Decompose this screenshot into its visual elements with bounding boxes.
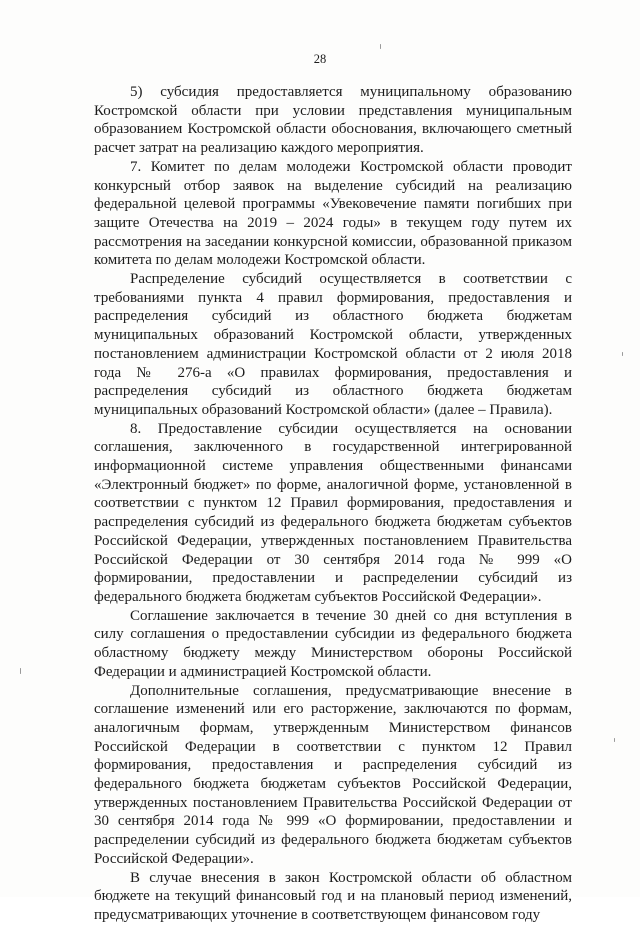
- scan-speck: [380, 44, 381, 49]
- page-number: 28: [313, 52, 327, 66]
- paragraph-distribution: Распределение субсидий осуществляется в соответствии с требованиями пункта 4 правил формирования, предоставления и распределения субсидий из областного бюджета бюджетам муниципальных образований Костромской области, утвержденных постановлением администрации Костромской области от 2 июля 2018 года № 276-а «О правилах формирования, предоставления и распределения субсидий из областного бюджета бюджетам муниципальных образований Костромской области» (далее – Правила).: [94, 271, 572, 418]
- paragraph-item-5: 5) субсидия предоставляется муниципальному образованию Костромской области при условии представления муниципальным образованием Костромской области обоснования, включающего сметный расчет затрат на реализацию каждого мероприятия.: [94, 84, 572, 157]
- scan-speck: [20, 668, 21, 674]
- document-body: [94, 83, 572, 925]
- scan-speck: [614, 738, 615, 742]
- paragraph-point-8: 8. Предоставление субсидии осуществляется на основании соглашения, заключенного в государственной интегрированной информационной системе управления общественными финансами «Электронный бюджет» по форме, аналогичной форме, установленной в соответствии с пунктом 12 Правил формирования, предоставления и распределения субсидий из федерального бюджета бюджетам субъектов Российской Федерации, утвержденных постановлением Правительства Российской Федерации от 30 сентября 2014 года № 999 «О формировании, предоставлении и распределении субсидий из федерального бюджета бюджетам субъектов Российской Федерации».: [94, 420, 572, 605]
- paragraph-point-7: 7. Комитет по делам молодежи Костромской области проводит конкурсный отбор заявок на выделение субсидий на реализацию федеральной целевой программы «Увековечение памяти погибших при защите Отечества на 2019 – 2024 годы» в текущем году путем их рассмотрения на заседании конкурсной комиссии, образованной приказом комитета по делам молодежи Костромской области.: [94, 158, 572, 269]
- paragraph-additional-agreements: Дополнительные соглашения, предусматривающие внесение в соглашение изменений или его расторжение, заключаются по формам, аналогичным формам, утвержденным Министерством финансов Российской Федерации в соответствии с пунктом 12 Правил формирования, предоставления и распределения субсидий из федерального бюджета бюджетам субъектов Российской Федерации, утвержденных постановлением Правительства Российской Федерации от 30 сентября 2014 года № 999 «О формировании, предоставлении и распределении субсидий из федерального бюджета бюджетам субъектов Российской Федерации».: [94, 682, 572, 867]
- paragraph-budget-changes: В случае внесения в закон Костромской области об областном бюджете на текущий финансовый год и на плановый период изменений, предусматривающих уточнение в соответствующем финансовом году: [94, 869, 572, 923]
- paragraph-agreement-term: Соглашение заключается в течение 30 дней со дня вступления в силу соглашения о предоставлении субсидии из федерального бюджета областному бюджету между Министерством обороны Российской Федерации и администрацией Костромской области.: [94, 607, 572, 680]
- scan-speck: [622, 352, 623, 356]
